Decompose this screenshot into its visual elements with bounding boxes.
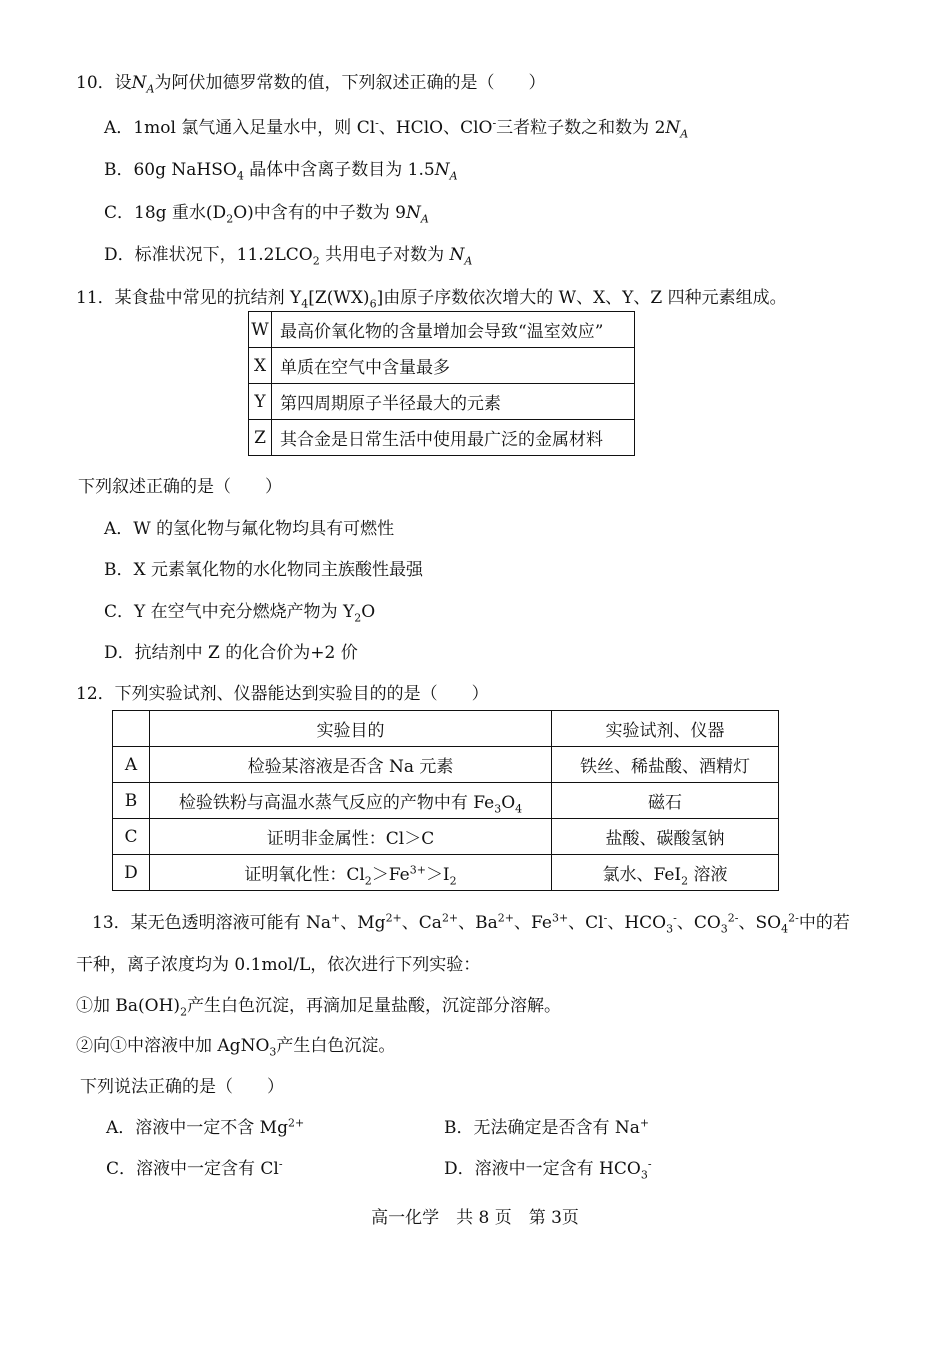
row-purpose: 证明氧化性：$Cl_2>Fe^{3+}>I_2$	[150, 855, 552, 891]
header-blank	[113, 711, 150, 747]
q13-option-d: D．溶液中一定含有 $HCO_3^-$	[444, 1157, 652, 1182]
table-row	[249, 420, 635, 456]
table-row	[249, 348, 635, 384]
q13-prompt: 下列说法正确的是（ ）	[80, 1077, 284, 1097]
row-key: D	[113, 855, 150, 891]
row-reagent: 盐酸、碳酸氢钠	[552, 819, 779, 855]
row-key: C	[113, 819, 150, 855]
row-purpose: 证明非金属性：Cl＞C	[150, 819, 552, 855]
q11-option-a: A．W 的氢化物与氟化物均具有可燃性	[104, 519, 395, 539]
element-key: Z	[249, 420, 272, 456]
table-row	[113, 747, 779, 783]
q13-step2: ②向①中溶液中加 AgNO$_3$产生白色沉淀。	[76, 1036, 396, 1059]
element-description: 其合金是日常生活中使用最广泛的金属材料	[272, 420, 635, 456]
q13-option-b: B．无法确定是否含有 Na+	[444, 1116, 650, 1138]
q10-option-c: C．18g 重水$(D_2O)$中含有的中子数为 $9N_A$	[104, 203, 429, 226]
q12-stem: 12．下列实验试剂、仪器能达到实验目的的是（ ）	[76, 684, 489, 704]
q11-option-b: B．X 元素氧化物的水化物同主族酸性最强	[104, 560, 423, 580]
q10-option-d: D．标准状况下，$11.2LCO_2$ 共用电子对数为 $N_A$	[104, 245, 473, 268]
row-reagent: 铁丝、稀盐酸、酒精灯	[552, 747, 779, 783]
table-header-row	[113, 711, 779, 747]
q11-option-d: D．抗结剂中 Z 的化合价为+2 价	[104, 643, 358, 663]
q13-stem-line2: 干种，离子浓度均为 0.1mol/L，依次进行下列实验：	[76, 955, 481, 975]
element-description: 最高价氧化物的含量增加会导致“温室效应”	[272, 312, 635, 348]
q13-option-c: C．溶液中一定含有 Cl-	[106, 1157, 283, 1179]
q12-experiment-table	[112, 710, 779, 891]
row-reagent: 氯水、FeI$_2$ 溶液	[552, 855, 779, 891]
row-key: B	[113, 783, 150, 819]
row-purpose: 检验某溶液是否含 Na 元素	[150, 747, 552, 783]
q10-option-a: A．1mol 氯气通入足量水中，则 Cl-、HClO、ClO-三者粒子数之和数为 $2N_A$	[104, 116, 689, 141]
q11-prompt: 下列叙述正确的是（ ）	[78, 477, 282, 497]
header-purpose: 实验目的	[150, 711, 552, 747]
table-row	[113, 855, 779, 891]
q11-option-c: C．Y 在空气中充分燃烧产物为 $Y_2O$	[104, 602, 376, 625]
row-reagent: 磁石	[552, 783, 779, 819]
element-description: 第四周期原子半径最大的元素	[272, 384, 635, 420]
q11-stem: 11．某食盐中常见的抗结剂 $Y_4[Z(WX)_6]$由原子序数依次增大的 W、X、Y、Z 四种元素组成。	[76, 288, 787, 311]
element-key: X	[249, 348, 272, 384]
q10-stem: 10．设$N_A$为阿伏加德罗常数的值，下列叙述正确的是（ ）	[76, 73, 546, 96]
q11-element-table	[248, 311, 635, 456]
row-purpose: 检验铁粉与高温水蒸气反应的产物中有 $Fe_3O_4$	[150, 783, 552, 819]
element-key: W	[249, 312, 272, 348]
table-row	[249, 312, 635, 348]
table-row	[113, 819, 779, 855]
element-description: 单质在空气中含量最多	[272, 348, 635, 384]
element-key: Y	[249, 384, 272, 420]
q13-step1: ①加 $Ba(OH)_2$产生白色沉淀，再滴加足量盐酸，沉淀部分溶解。	[76, 996, 562, 1019]
page-footer: 高一化学 共 8 页 第 3页	[371, 1208, 579, 1228]
table-row	[113, 783, 779, 819]
q10-option-b: B．60g NaHSO$_4$ 晶体中含离子数目为 $1.5N_A$	[104, 160, 458, 183]
q13-stem-line1: 13．某无色透明溶液可能有 Na+、$Mg^{2+}$、$Ca^{2+}$、$Ba^{2+}$、$Fe^{3+}$、Cl-、$HCO_3^-$、$CO_3^{2-}$、$SO_4^{2-}$中的若	[92, 911, 850, 936]
q13-option-a: A．溶液中一定不含 $Mg^{2+}$	[106, 1116, 305, 1138]
table-row	[249, 384, 635, 420]
row-key: A	[113, 747, 150, 783]
header-reagent: 实验试剂、仪器	[552, 711, 779, 747]
